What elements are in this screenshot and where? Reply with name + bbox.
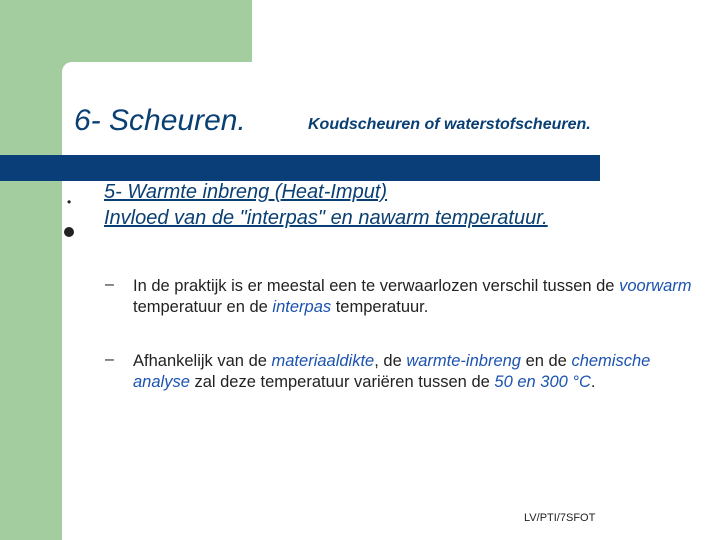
text-segment: In de praktijk is er meestal een te verwaarlozen verschil tussen de: [133, 277, 620, 295]
slide-title: 6- Scheuren.: [74, 104, 246, 137]
highlight-warmte-inbreng: warmte-inbreng: [406, 352, 521, 370]
bullet-interpass-influence: Invloed van de "interpas" en nawarm temperatuur.: [104, 207, 548, 229]
bullet-dot-icon: [64, 227, 74, 237]
bullet-heat-input: 5- Warmte inbreng (Heat-Imput): [104, 181, 388, 203]
text-segment: Afhankelijk van de: [133, 352, 272, 370]
highlight-chemische-analyse: chemische analyse: [133, 352, 651, 391]
sub-bullet-preheat-interpass: [133, 276, 693, 318]
highlight-materiaaldikte: materiaaldikte: [271, 352, 375, 370]
dash-icon: –: [105, 276, 114, 293]
highlight-voorwarm: voorwarm: [619, 277, 692, 295]
slide-subtitle: Koudscheuren of waterstofscheuren.: [308, 116, 591, 133]
text-segment: zal deze temperatuur variëren tussen de: [189, 373, 495, 391]
sub-bullet-temperature-range: [133, 351, 693, 393]
highlight-temperature-range: 50 en 300 °C: [494, 373, 591, 391]
bullet-small-icon: •: [67, 195, 72, 209]
text-segment: , de: [374, 352, 407, 370]
highlight-interpas: interpas: [272, 298, 332, 316]
text-segment: temperatuur.: [331, 298, 429, 316]
text-segment: temperatuur en de: [133, 298, 273, 316]
text-segment: en de: [520, 352, 572, 370]
footer-label: LV/PTI/7SFOT: [524, 512, 596, 524]
title-underline-bar: [0, 155, 600, 181]
dash-icon: –: [105, 351, 114, 368]
text-segment: .: [590, 373, 596, 391]
